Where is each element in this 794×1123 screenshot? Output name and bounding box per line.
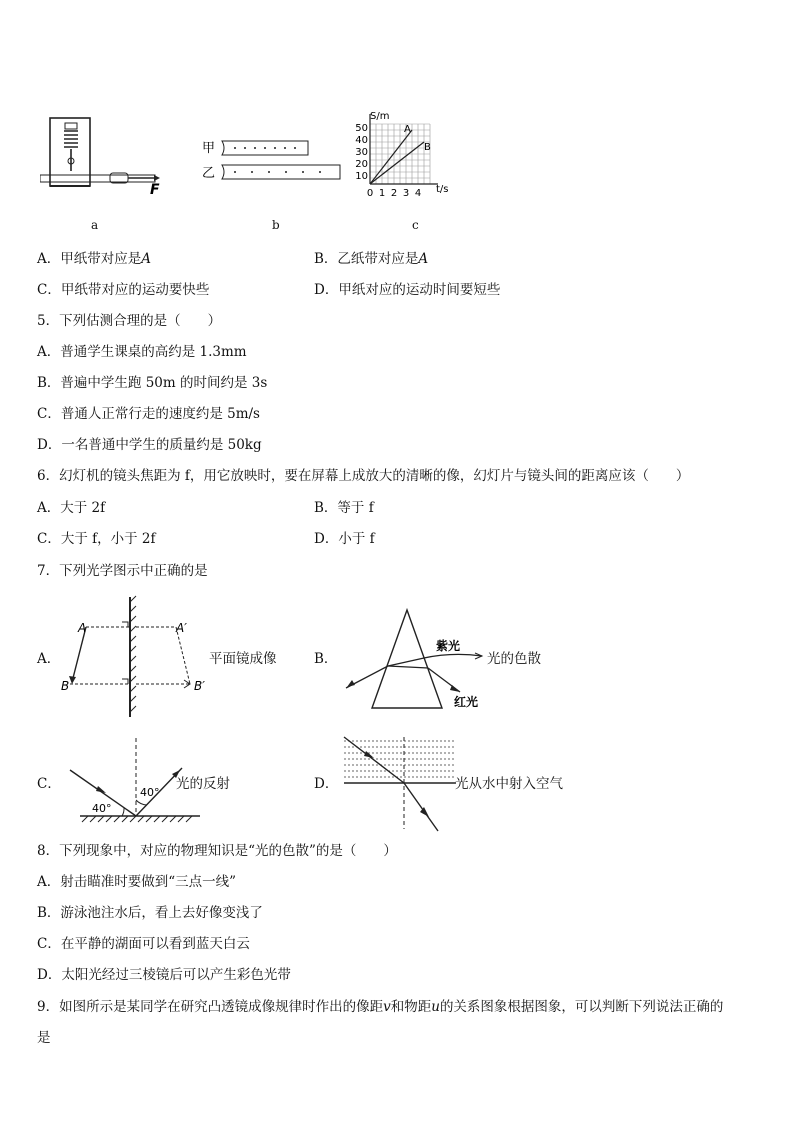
purple-light-label: 紫光 (436, 639, 461, 653)
q5-option-b: B．普遍中学生跑 50m 的时间约是 3s (37, 375, 268, 391)
point-a-label: A (78, 621, 87, 635)
graph-line-a-label: A (404, 124, 411, 135)
red-light-label: 红光 (454, 695, 479, 709)
y-tick: 10 (355, 171, 368, 182)
q8-option-a: A．射击瞄准时要做到“三点一线” (37, 874, 237, 890)
figure-b-strips (200, 135, 350, 185)
q7-water-to-air-diagram (340, 733, 460, 833)
strip-jia-label: 甲 (202, 141, 216, 156)
point-a-prime-label: A′ (176, 621, 187, 635)
y-tick: 30 (355, 147, 368, 158)
q5-option-c: C．普通人正常行走的速度约是 5m/s (37, 406, 260, 422)
q7-option-d-letter: D． (314, 776, 339, 792)
q7-plane-mirror-diagram (58, 592, 218, 720)
q4-option-d: D．甲纸对应的运动时间要短些 (314, 282, 501, 298)
figure-b-caption: b (272, 218, 280, 232)
graph-x-label: t/s (436, 184, 449, 195)
y-tick: 40 (355, 135, 368, 146)
q5-option-d: D．一名普通中学生的质量约是 50kg (37, 437, 262, 453)
graph-line-b-label: B (424, 142, 431, 153)
q7-prism-dispersion-diagram (342, 606, 492, 712)
q8-option-d: D．太阳光经过三棱镜后可以产生彩色光带 (37, 967, 291, 983)
y-tick: 50 (355, 123, 368, 134)
q7-option-b-caption: 光的色散 (487, 651, 541, 667)
x-tick: 4 (414, 188, 422, 199)
q4-option-a: A．甲纸带对应是A (37, 251, 151, 267)
force-label: F (150, 182, 160, 195)
x-tick: 3 (402, 188, 410, 199)
angle-label: 40° (140, 786, 160, 799)
q7-option-a-caption: 平面镜成像 (209, 651, 277, 667)
q9-stem-line2: 是 (37, 1030, 51, 1046)
figure-c-st-graph (350, 110, 460, 202)
q7-option-c-caption: 光的反射 (176, 776, 230, 792)
q9-stem: 9．如图所示是某同学在研究凸透镜成像规律时作出的像距v和物距u的关系图象根据图象，可以判断下列说法正确的 (37, 999, 724, 1015)
q8-stem: 8．下列现象中，对应的物理知识是“光的色散”的是（ ） (37, 843, 397, 859)
q7-option-a-letter: A． (37, 651, 61, 667)
q6-option-b: B．等于 f (314, 500, 374, 516)
graph-y-label: S/m (370, 111, 390, 122)
q6-option-a: A．大于 2f (37, 500, 106, 516)
y-tick: 20 (355, 159, 368, 170)
point-b-label: B (61, 679, 70, 693)
point-b-prime-label: B′ (194, 679, 205, 693)
figure-a-caption: a (91, 218, 99, 232)
q8-option-c: C．在平静的湖面可以看到蓝天白云 (37, 936, 250, 952)
q7-stem: 7．下列光学图示中正确的是 (37, 563, 208, 579)
q6-option-d: D．小于 f (314, 531, 375, 547)
q7-option-c-letter: C． (37, 776, 61, 792)
q7-option-b-letter: B． (314, 651, 338, 667)
q6-stem: 6．幻灯机的镜头焦距为 f，用它放映时，要在屏幕上成放大的清晰的像，幻灯片与镜头间的距离应该（ ） (37, 468, 690, 484)
q4-option-b: B．乙纸带对应是A (314, 251, 429, 267)
angle-label: 40° (92, 802, 112, 815)
q4-option-c: C．甲纸带对应的运动要快些 (37, 282, 210, 298)
figure-c-caption: c (412, 218, 419, 232)
figure-a-timer (40, 115, 170, 195)
q5-stem: 5．下列估测合理的是（ ） (37, 313, 222, 329)
q6-option-c: C．大于 f，小于 2f (37, 531, 156, 547)
q5-option-a: A．普通学生课桌的高约是 1.3mm (37, 344, 247, 360)
x-tick: 1 (378, 188, 386, 199)
x-tick: 0 (366, 188, 374, 199)
x-tick: 2 (390, 188, 398, 199)
q7-option-d-caption: 光从水中射入空气 (455, 776, 563, 792)
strip-yi-label: 乙 (202, 166, 216, 181)
q8-option-b: B．游泳池注水后，看上去好像变浅了 (37, 905, 263, 921)
